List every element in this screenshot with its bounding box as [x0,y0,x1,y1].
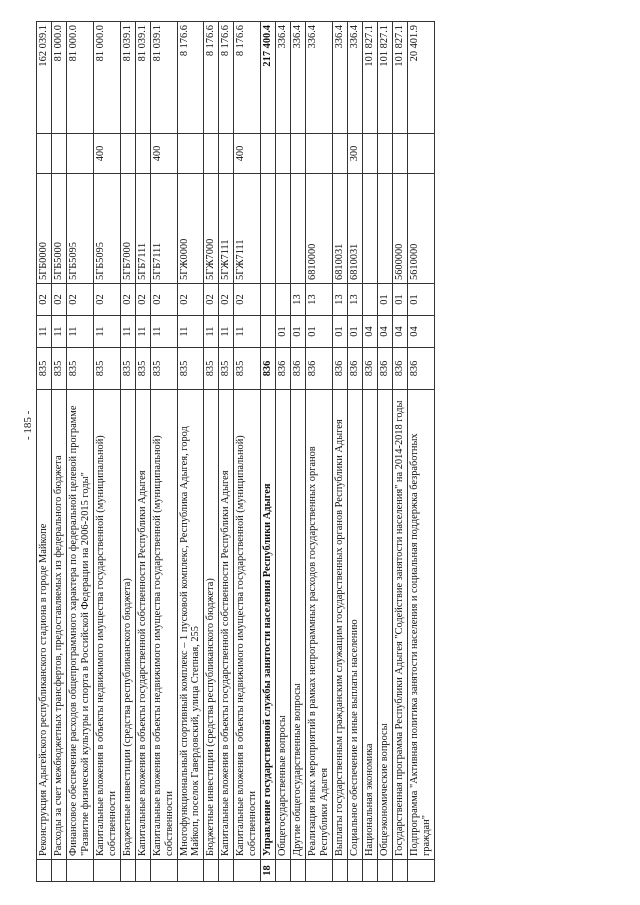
amount-cell: 336.4 [333,22,348,134]
subsection-code-cell: 01 [392,284,407,316]
target-article-code-cell: 5600000 [392,174,407,284]
amount-cell: 81 000.0 [51,22,66,134]
item-name-cell: Капитальные вложения в объекты недвижимого имущества государственной (муниципальной) собственности [234,390,261,860]
subsection-code-cell: 02 [37,284,52,316]
item-name-cell: Финансовое обеспечение расходов общепрограммного характера по федеральной целевой программе "Развитие физической культуры и спорта в Российской Федерации на 2006-2015 годы" [66,390,93,860]
target-article-code-cell: 5ГБ5095 [66,174,93,284]
item-name-cell: Социальное обеспечение и иные выплаты населению [347,390,362,860]
row-number-cell [392,860,407,882]
target-article-code-cell [276,174,291,284]
ministry-code-cell: 836 [347,348,362,390]
section-code-cell: 04 [377,316,392,348]
item-name-cell: Расходы за счет межбюджетных трансфертов, предоставляемых из федерального бюджета [51,390,66,860]
table-row [177,22,204,882]
table-row [347,22,362,882]
section-code-cell: 11 [135,316,150,348]
item-name-cell: Реализация иных мероприятий в рамках непрограммных расходов государственных органов Республики Адыгея [306,390,333,860]
ministry-code-cell: 836 [362,348,377,390]
row-number-cell [66,860,93,882]
amount-cell: 336.4 [347,22,362,134]
ministry-code-cell: 836 [333,348,348,390]
item-name-cell: Выплаты государственным гражданским служащим государственных органов Республики Адыгея [333,390,348,860]
subsection-code-cell: 01 [407,284,434,316]
table-row [150,22,177,882]
row-number-cell [362,860,377,882]
item-name-cell: Подпрограмма "Активная политика занятости населения и социальная поддержка безработных граждан" [407,390,434,860]
table-row [93,22,120,882]
table-row [377,22,392,882]
expense-type-code-cell [377,134,392,174]
ministry-code-cell: 835 [150,348,177,390]
target-article-code-cell: 5ГБ7000 [120,174,135,284]
row-number-cell [234,860,261,882]
table-body [37,22,435,882]
ministry-code-cell: 835 [177,348,204,390]
target-article-code-cell: 5ГБ5000 [51,174,66,284]
budget-table [36,21,435,882]
section-code-cell: 01 [347,316,362,348]
ministry-code-cell: 836 [407,348,434,390]
expense-type-code-cell [204,134,219,174]
subsection-code-cell: 02 [204,284,219,316]
ministry-code-cell: 835 [120,348,135,390]
expense-type-code-cell [66,134,93,174]
row-number-cell [377,860,392,882]
expense-type-code-cell [120,134,135,174]
target-article-code-cell: 5ГЖ7111 [234,174,261,284]
row-number-cell [177,860,204,882]
target-article-code-cell [377,174,392,284]
item-name-cell: Другие общегосударственные вопросы [291,390,306,860]
table-row [219,22,234,882]
item-name-cell: Реконструкция Адыгейского республиканского стадиона в городе Майкопе [37,390,52,860]
amount-cell: 217 400.4 [261,22,276,134]
section-code-cell: 11 [150,316,177,348]
subsection-code-cell: 13 [306,284,333,316]
expense-type-code-cell: 300 [347,134,362,174]
table-row [37,22,52,882]
ministry-code-cell: 835 [135,348,150,390]
row-number-cell [37,860,52,882]
target-article-code-cell: 5ГБ5095 [93,174,120,284]
amount-cell: 81 000.0 [93,22,120,134]
section-code-cell: 11 [120,316,135,348]
item-name-cell: Многофункциональный спортивный комплекс – 1 пусковой комплекс, Республика Адыгея, город Майкоп, поселок Гавердовский, улица Степная, 255 [177,390,204,860]
ministry-code-cell: 835 [204,348,219,390]
subsection-code-cell [362,284,377,316]
table-row [234,22,261,882]
amount-cell: 8 176.6 [177,22,204,134]
ministry-code-cell: 835 [51,348,66,390]
row-number-cell [204,860,219,882]
item-name-cell: Национальная экономика [362,390,377,860]
subsection-code-cell: 02 [150,284,177,316]
ministry-code-cell: 836 [392,348,407,390]
amount-cell: 81 000.0 [66,22,93,134]
item-name-cell: Общеэкономические вопросы [377,390,392,860]
item-name-cell: Бюджетные инвестиции (средства республиканского бюджета) [120,390,135,860]
subsection-code-cell: 13 [291,284,306,316]
section-code-cell: 04 [362,316,377,348]
subsection-code-cell: 13 [333,284,348,316]
row-number-cell [219,860,234,882]
target-article-code-cell: 5ГЖ7111 [219,174,234,284]
amount-cell: 81 039.1 [135,22,150,134]
subsection-code-cell: 02 [219,284,234,316]
expense-type-code-cell [306,134,333,174]
subsection-code-cell [276,284,291,316]
subsection-code-cell: 13 [347,284,362,316]
row-number-cell [333,860,348,882]
table-row [276,22,291,882]
row-number-cell [150,860,177,882]
expense-type-code-cell [276,134,291,174]
row-number-cell [93,860,120,882]
ministry-code-cell: 835 [66,348,93,390]
expense-type-code-cell [135,134,150,174]
amount-cell: 162 039.1 [37,22,52,134]
section-code-cell: 01 [306,316,333,348]
expense-type-code-cell [362,134,377,174]
row-number-cell [291,860,306,882]
row-number-cell [306,860,333,882]
table-row [51,22,66,882]
expense-type-code-cell [177,134,204,174]
expense-type-code-cell [51,134,66,174]
item-name-cell: Государственная программа Республики Адыгея "Содействие занятости населения" на 2014-2018 годы [392,390,407,860]
target-article-code-cell: 6810031 [347,174,362,284]
subsection-code-cell: 02 [135,284,150,316]
table-row [392,22,407,882]
section-code-cell: 01 [276,316,291,348]
target-article-code-cell: 5610000 [407,174,434,284]
amount-cell: 81 039.1 [120,22,135,134]
row-number-cell [51,860,66,882]
ministry-code-cell: 836 [291,348,306,390]
subsection-code-cell: 02 [120,284,135,316]
target-article-code-cell: 6810000 [306,174,333,284]
subsection-code-cell [261,284,276,316]
amount-cell: 101 827.1 [362,22,377,134]
amount-cell: 336.4 [291,22,306,134]
subsection-code-cell: 01 [377,284,392,316]
expense-type-code-cell [392,134,407,174]
amount-cell: 8 176.6 [204,22,219,134]
table-row [362,22,377,882]
table-row [261,22,276,882]
subsection-code-cell: 02 [177,284,204,316]
page-number: - 185 - [22,410,34,440]
amount-cell: 8 176.6 [234,22,261,134]
item-name-cell: Общегосударственные вопросы [276,390,291,860]
table-row [135,22,150,882]
subsection-code-cell: 02 [66,284,93,316]
item-name-cell: Капитальные вложения в объекты государственной собственности Республики Адыгея [219,390,234,860]
section-code-cell: 11 [219,316,234,348]
target-article-code-cell [291,174,306,284]
section-code-cell: 01 [333,316,348,348]
item-name-cell: Бюджетные инвестиции (средства республиканского бюджета) [204,390,219,860]
item-name-cell: Капитальные вложения в объекты недвижимого имущества государственной (муниципальной) собственности [93,390,120,860]
ministry-code-cell: 836 [276,348,291,390]
target-article-code-cell: 6810031 [333,174,348,284]
section-code-cell: 04 [392,316,407,348]
expense-type-code-cell [219,134,234,174]
budget-table-container [36,22,628,882]
section-code-cell: 01 [291,316,306,348]
amount-cell: 336.4 [306,22,333,134]
amount-cell: 336.4 [276,22,291,134]
target-article-code-cell: 5ГБ7111 [135,174,150,284]
subsection-code-cell: 02 [51,284,66,316]
table-row [333,22,348,882]
section-code-cell: 11 [37,316,52,348]
row-number-cell [347,860,362,882]
amount-cell: 81 039.1 [150,22,177,134]
section-code-cell [261,316,276,348]
section-code-cell: 04 [407,316,434,348]
table-row [120,22,135,882]
expense-type-code-cell: 400 [93,134,120,174]
expense-type-code-cell [37,134,52,174]
section-code-cell: 11 [177,316,204,348]
item-name-cell: Капитальные вложения в объекты государственной собственности Республики Адыгея [135,390,150,860]
expense-type-code-cell: 400 [150,134,177,174]
amount-cell: 8 176.6 [219,22,234,134]
target-article-code-cell [362,174,377,284]
ministry-code-cell: 835 [234,348,261,390]
subsection-code-cell: 02 [93,284,120,316]
ministry-code-cell: 836 [306,348,333,390]
target-article-code-cell: 5ГБ0000 [37,174,52,284]
expense-type-code-cell [291,134,306,174]
table-row [407,22,434,882]
table-row [306,22,333,882]
ministry-code-cell: 836 [261,348,276,390]
item-name-cell: Капитальные вложения в объекты недвижимого имущества государственной (муниципальной) собственности [150,390,177,860]
target-article-code-cell: 5ГБ7111 [150,174,177,284]
table-row [204,22,219,882]
subsection-code-cell: 02 [234,284,261,316]
expense-type-code-cell [261,134,276,174]
row-number-cell [120,860,135,882]
row-number-cell: 18 [261,860,276,882]
expense-type-code-cell [407,134,434,174]
target-article-code-cell [261,174,276,284]
table-row [66,22,93,882]
amount-cell: 101 827.1 [377,22,392,134]
expense-type-code-cell: 400 [234,134,261,174]
item-name-cell: Управление государственной службы занятости населения Республики Адыгея [261,390,276,860]
target-article-code-cell: 5ГЖ7000 [204,174,219,284]
amount-cell: 101 827.1 [392,22,407,134]
row-number-cell [135,860,150,882]
amount-cell: 20 401.9 [407,22,434,134]
expense-type-code-cell [333,134,348,174]
row-number-cell [407,860,434,882]
ministry-code-cell: 835 [219,348,234,390]
ministry-code-cell: 836 [377,348,392,390]
section-code-cell: 11 [234,316,261,348]
section-code-cell: 11 [204,316,219,348]
section-code-cell: 11 [66,316,93,348]
section-code-cell: 11 [93,316,120,348]
section-code-cell: 11 [51,316,66,348]
table-row [291,22,306,882]
ministry-code-cell: 835 [37,348,52,390]
target-article-code-cell: 5ГЖ0000 [177,174,204,284]
ministry-code-cell: 835 [93,348,120,390]
row-number-cell [276,860,291,882]
